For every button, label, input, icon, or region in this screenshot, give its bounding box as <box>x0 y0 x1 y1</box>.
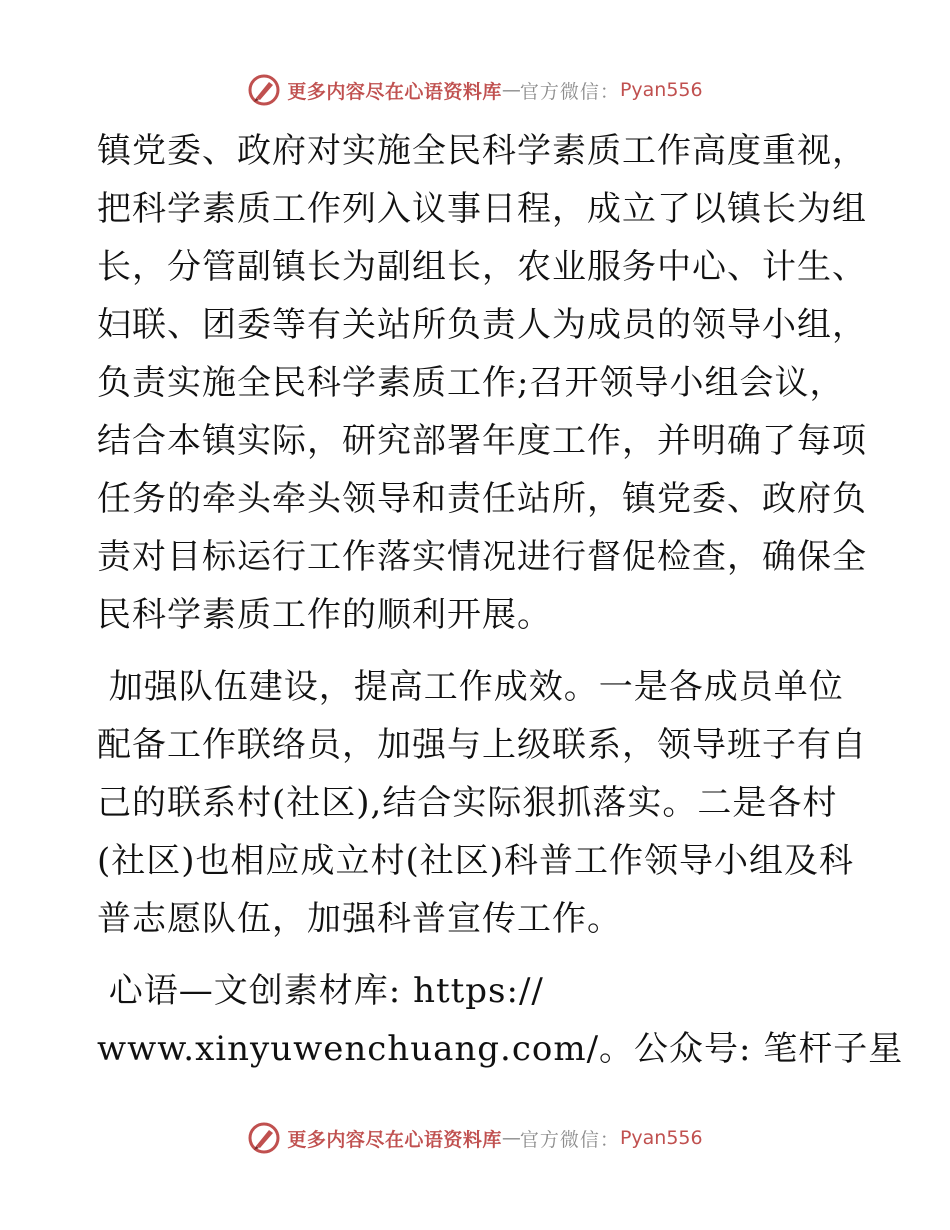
pen-logo-icon <box>247 1121 281 1155</box>
text-line: 加强队伍建设，提高工作成效。一是各成员单位 <box>97 667 844 707</box>
paragraph-2 <box>97 658 867 948</box>
watermark-label: 官方微信： <box>519 80 620 103</box>
header-watermark <box>0 70 950 110</box>
text-line: 普志愿队伍，加强科普宣传工作。 <box>97 899 622 939</box>
source-url-line: www.xinyuwenchuang.com/。公众号: 笔杆子星 <box>97 1029 904 1069</box>
watermark-wechat-id: Pyan556 <box>619 1127 703 1149</box>
footer-watermark <box>0 1118 950 1158</box>
watermark-brand: 更多内容尽在心语资料库 <box>287 1128 502 1151</box>
text-line: 负责实施全民科学素质工作;召开领导小组会议， <box>97 363 845 403</box>
text-line: 结合本镇实际，研究部署年度工作，并明确了每项 <box>97 421 867 461</box>
watermark-label: 官方微信： <box>519 1128 620 1151</box>
text-line: 配备工作联络员，加强与上级联系，领导班子有自 <box>97 725 867 765</box>
source-line: 心语—文创素材库: https:// <box>97 971 544 1011</box>
text-line: 妇联、团委等有关站所负责人为成员的领导小组， <box>97 305 867 345</box>
document-body <box>97 122 904 1078</box>
text-line: 镇党委、政府对实施全民科学素质工作高度重视， <box>97 131 867 171</box>
watermark-brand: 更多内容尽在心语资料库 <box>287 80 502 103</box>
text-line: 把科学素质工作列入议事日程，成立了以镇长为组 <box>97 189 867 229</box>
paragraph-3 <box>97 962 904 1078</box>
text-line: 民科学素质工作的顺利开展。 <box>97 595 552 635</box>
watermark-separator: — <box>501 1127 520 1149</box>
watermark-separator: — <box>501 79 520 101</box>
text-line: 责对目标运行工作落实情况进行督促检查，确保全 <box>97 537 867 577</box>
watermark-wechat-id: Pyan556 <box>619 79 703 101</box>
text-line: (社区)也相应成立村(社区)科普工作领导小组及科 <box>97 841 855 881</box>
text-line: 己的联系村(社区),结合实际狠抓落实。二是各村 <box>97 783 838 823</box>
paragraph-1 <box>97 122 867 644</box>
pen-logo-icon <box>247 73 281 107</box>
text-line: 任务的牵头牵头领导和责任站所，镇党委、政府负 <box>97 479 867 519</box>
text-line: 长，分管副镇长为副组长，农业服务中心、计生、 <box>97 247 867 287</box>
